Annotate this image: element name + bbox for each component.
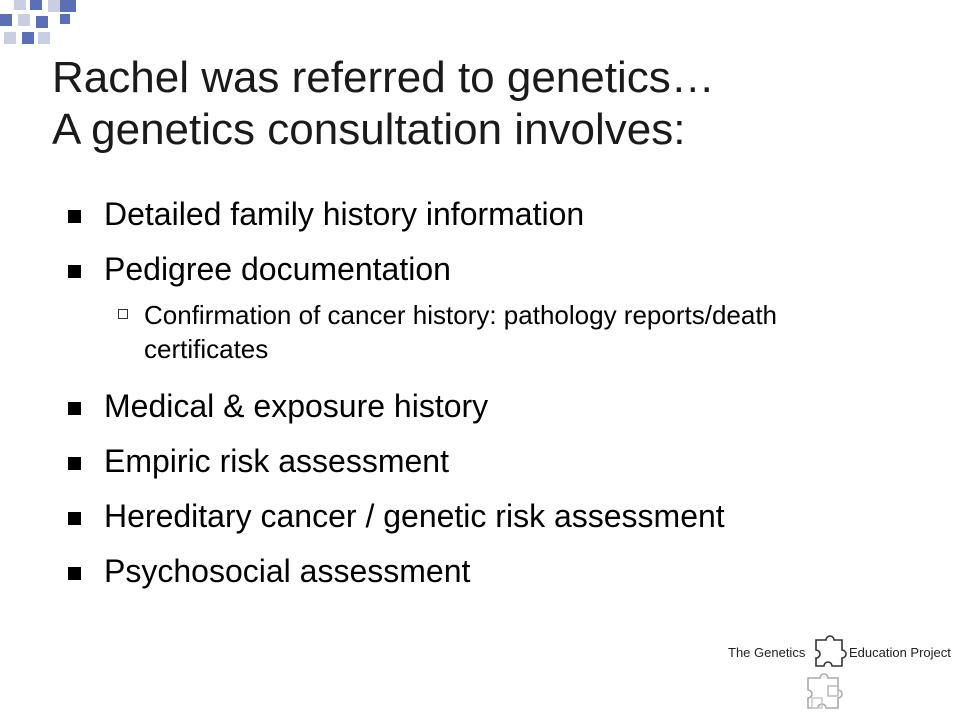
slide-title <box>52 52 932 156</box>
sub-bullet-group <box>68 298 908 366</box>
bullet-item: Medical & exposure history <box>68 388 908 425</box>
bullet-list <box>68 196 908 608</box>
bullet-item: Pedigree documentation <box>68 251 908 288</box>
bullet-item: Psychosocial assessment <box>68 553 908 590</box>
bullet-item: Hereditary cancer / genetic risk assessment <box>68 498 908 535</box>
puzzle-piece-icon <box>802 634 848 720</box>
title-line-2: A genetics consultation involves: <box>52 105 686 154</box>
bullet-item: Detailed family history information <box>68 196 908 233</box>
genetics-education-project-logo <box>728 634 960 720</box>
logo-text-left: The Genetics <box>728 645 806 660</box>
corner-decoration <box>0 0 80 60</box>
title-line-1: Rachel was referred to genetics… <box>52 53 715 102</box>
logo-text-right: Education Project <box>849 645 951 660</box>
sub-bullet-item: Confirmation of cancer history: pathology reports/death certificates <box>118 298 908 366</box>
bullet-item: Empiric risk assessment <box>68 443 908 480</box>
